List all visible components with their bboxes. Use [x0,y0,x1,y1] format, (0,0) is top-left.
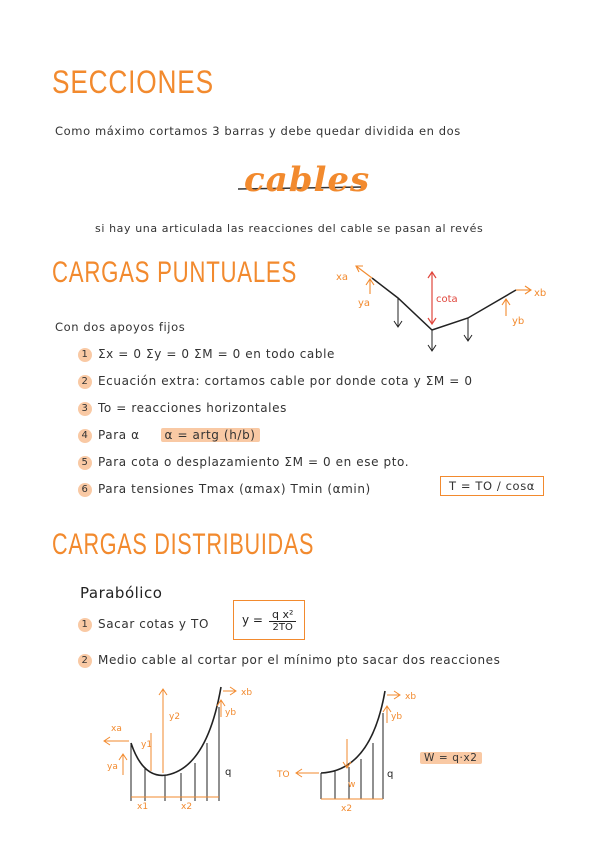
label-xb: xb [241,688,253,698]
w-formula: W = q·x2 [420,752,482,764]
label-y2: y2 [169,712,181,722]
step-number: 2 [78,654,92,668]
label-ya: ya [107,762,118,772]
subtitle-parabolico: Parabólico [80,584,163,602]
step-text: Para tensiones Tmax (αmax) Tmin (αmin) [98,482,371,496]
step-text: Σx = 0 Σy = 0 ΣM = 0 en todo cable [98,347,336,361]
step-6 [78,482,371,497]
step-number: 5 [78,456,92,470]
formula-denominator: 2TO [272,621,293,633]
tension-formula-box: T = TO / cosα [440,476,544,496]
title-secciones: SECCIONES [52,64,214,100]
parabolic-cable-figure-left [95,683,295,823]
step-number: 3 [78,402,92,416]
step-2 [78,374,473,389]
step-4 [78,428,260,443]
step-text: Para cota o desplazamiento ΣM = 0 en ese pto. [98,455,410,469]
puntuales-intro: Con dos apoyos fijos [55,320,186,334]
step-number: 1 [78,618,92,632]
step-3 [78,401,287,416]
secciones-text: Como máximo cortamos 3 barras y debe quedar dividida en dos [55,124,461,138]
step-text: Medio cable al cortar por el mínimo pto sacar dos reacciones [98,653,501,667]
label-ya: ya [358,298,371,309]
formula-numerator: q x² [269,608,296,622]
step-number: 2 [78,375,92,389]
label-x1: x1 [137,802,149,812]
title-cargas-distribuidas: CARGAS DISTRIBUIDAS [52,528,315,561]
label-yb: yb [225,708,237,718]
cables-heading [232,160,372,200]
label-xb: xb [405,692,417,702]
cable-point-loads-figure [330,258,560,358]
label-x2: x2 [341,804,353,813]
cables-title: cables [244,160,371,200]
formula-lhs: y = [242,613,263,627]
label-cota: cota [436,294,458,305]
label-xa: xa [336,272,349,283]
label-xb: xb [534,288,547,299]
alpha-formula: α = artg (h/b) [161,428,260,442]
step-text: Ecuación extra: cortamos cable por donde cota y ΣM = 0 [98,374,473,388]
step-1 [78,347,335,362]
label-w: w [348,780,356,790]
label-q: q [225,767,232,778]
cables-note: si hay una articulada las reacciones del cable se pasan al revés [95,222,484,235]
label-x2: x2 [181,802,193,812]
step-text: Para α [98,428,140,442]
step-text: Sacar cotas y TO [98,617,210,631]
parabola-formula-box [233,600,305,640]
step-number: 1 [78,348,92,362]
step-number: 6 [78,483,92,497]
parabolic-cable-figure-right [275,683,445,813]
step-text: To = reacciones horizontales [98,401,287,415]
label-q: q [387,769,394,780]
label-yb: yb [391,712,403,722]
label-y1: y1 [141,740,153,750]
dist-step-1 [78,617,209,632]
label-to: TO [277,770,290,780]
dist-step-2 [78,653,501,668]
label-xa: xa [111,724,122,734]
step-5 [78,455,409,470]
step-number: 4 [78,429,92,443]
label-yb: yb [512,316,525,327]
title-cargas-puntuales: CARGAS PUNTUALES [52,256,297,289]
